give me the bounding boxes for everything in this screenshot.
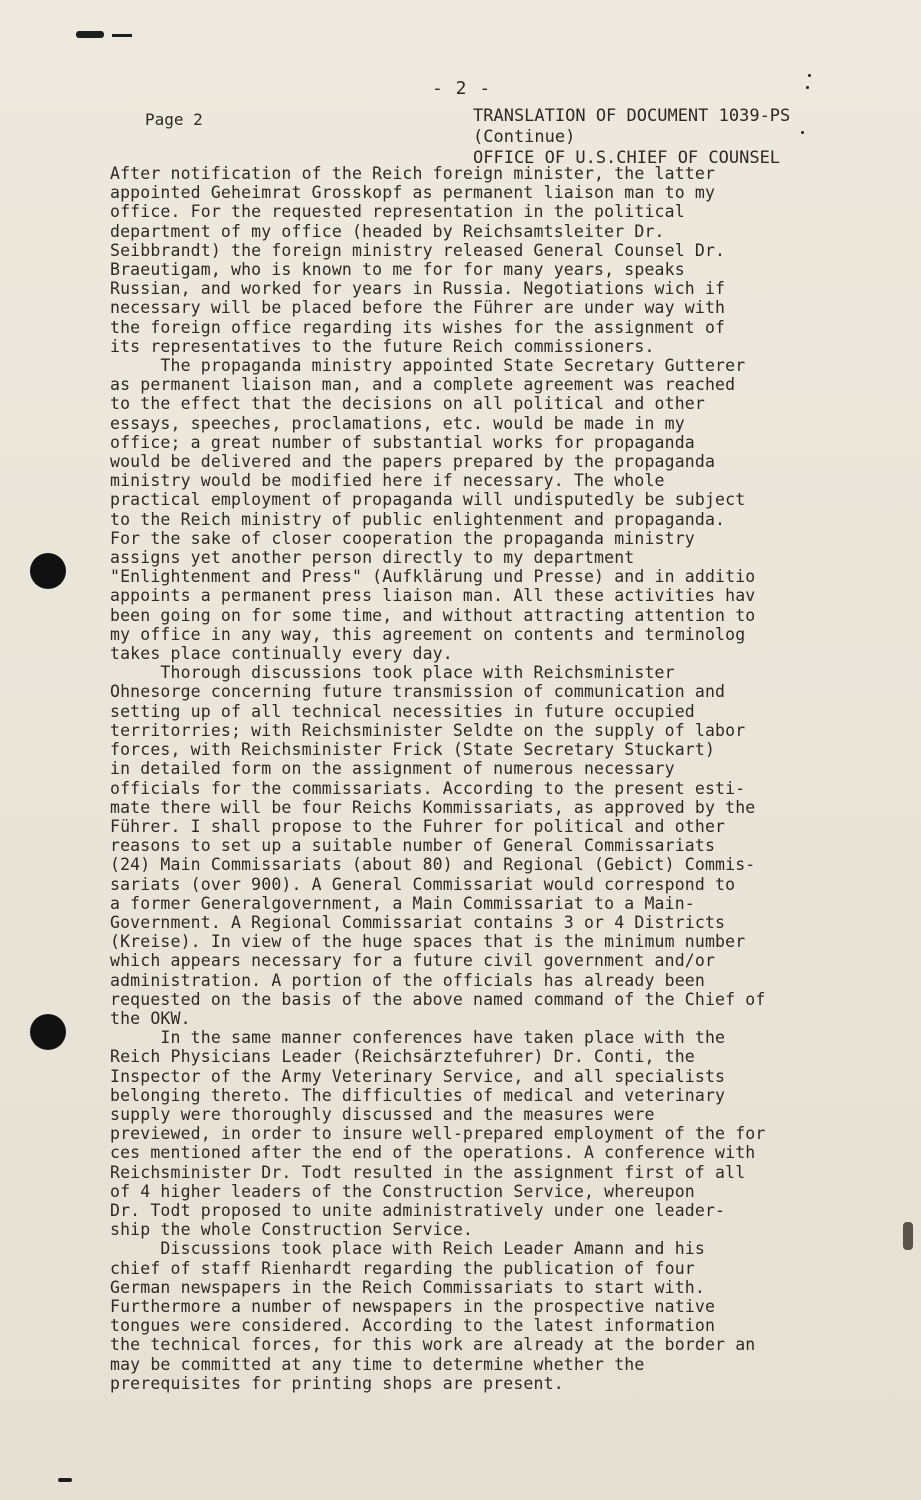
body-line: previewed, in order to insure well-prepared employment of the for (110, 1124, 766, 1144)
body-line: office. For the requested representation in the political (110, 202, 685, 222)
body-line: (24) Main Commissariats (about 80) and Regional (Gebict) Commis- (110, 855, 756, 875)
body-line: appoints a permanent press liaison man. All these activities hav (110, 586, 756, 606)
scan-mark-bottom-left (58, 1478, 72, 1482)
body-line: its representatives to the future Reich commissioners. (110, 336, 655, 356)
heading-line: (Continue) (473, 127, 576, 147)
body-line: which appears necessary for a future civil government and/or (110, 951, 716, 971)
body-line: belonging thereto. The difficulties of medical and veterinary (110, 1085, 726, 1105)
body-line: ship the whole Construction Service. (110, 1220, 474, 1240)
body-line: the OKW. (110, 1008, 191, 1028)
translation-heading (473, 106, 790, 169)
body-line: would be delivered and the papers prepared by the propaganda (110, 452, 716, 472)
dot-top-right-3 (801, 131, 804, 134)
document-body (110, 164, 870, 1393)
body-line: territorries; with Reichsminister Seldte on the supply of labor (110, 720, 746, 740)
scan-mark-top-left (76, 31, 104, 38)
body-line: practical employment of propaganda will undisputedly be subject (110, 490, 746, 510)
body-line: supply were thoroughly discussed and the measures were (110, 1104, 655, 1124)
body-line: Seibbrandt) the foreign ministry released General Counsel Dr. (110, 240, 726, 260)
body-line: After notification of the Reich foreign minister, the latter (110, 164, 716, 183)
dot-top-right-1 (808, 74, 811, 77)
body-line: Führer. I shall propose to the Fuhrer for political and other (110, 816, 726, 836)
punch-hole-left-upper (30, 553, 66, 589)
body-line: assigns yet another person directly to my department (110, 548, 635, 568)
body-line: the technical forces, for this work are already at the border an (110, 1335, 756, 1355)
body-line: Government. A Regional Commissariat contains 3 or 4 Districts (110, 912, 726, 932)
body-line: to the Reich ministry of public enlightenment and propaganda. (110, 509, 726, 529)
body-line: a former Generalgovernment, a Main Commissariat to a Main- (110, 893, 695, 913)
body-line: Russian, and worked for years in Russia. Negotiations wich if (110, 279, 726, 299)
body-line: prerequisites for printing shops are present. (110, 1373, 564, 1393)
body-line: been going on for some time, and without attracting attention to (110, 605, 756, 625)
body-line: appointed Geheimrat Grosskopf as permanent liaison man to my (110, 183, 716, 203)
body-line: necessary will be placed before the Führer are under way with (110, 298, 726, 318)
scan-mark-right-edge (903, 1222, 913, 1250)
body-line: chief of staff Rienhardt regarding the publication of four (110, 1258, 695, 1278)
body-line: ministry would be modified here if necessary. The whole (110, 471, 665, 491)
body-line: German newspapers in the Reich Commissariats to start with. (110, 1277, 705, 1297)
body-line: reasons to set up a suitable number of General Commissariats (110, 836, 716, 856)
body-line: Thorough discussions took place with Reichsminister (110, 663, 675, 683)
body-line: of 4 higher leaders of the Construction Service, whereupon (110, 1181, 695, 1201)
body-line: Ohnesorge concerning future transmission of communication and (110, 682, 726, 702)
body-line: administration. A portion of the officials has already been (110, 970, 705, 990)
body-line: office; a great number of substantial works for propaganda (110, 432, 695, 452)
body-line: For the sake of closer cooperation the propaganda ministry (110, 528, 695, 548)
body-line: requested on the basis of the above named command of the Chief of (110, 989, 766, 1009)
body-line: may be committed at any time to determine whether the (110, 1354, 645, 1374)
scan-mark-top-left-dash (112, 34, 132, 37)
dot-top-right-2 (806, 86, 809, 89)
body-line: (Kreise). In view of the huge spaces that is the minimum number (110, 932, 746, 952)
body-line: sariats (over 900). A General Commissariat would correspond to (110, 874, 736, 894)
body-line: the foreign office regarding its wishes for the assignment of (110, 317, 726, 337)
page-number: - 2 - (432, 78, 492, 99)
body-line: ces mentioned after the end of the operations. A conference with (110, 1143, 756, 1163)
body-line: to the effect that the decisions on all political and other (110, 394, 705, 414)
body-line: in detailed form on the assignment of numerous necessary (110, 759, 675, 779)
body-line: Reichsminister Dr. Todt resulted in the assignment first of all (110, 1162, 746, 1182)
punch-hole-left-lower (30, 1014, 66, 1050)
body-line: takes place continually every day. (110, 644, 453, 664)
body-line: Braeutigam, who is known to me for for many years, speaks (110, 260, 685, 280)
body-line: Inspector of the Army Veterinary Service, and all specialists (110, 1066, 726, 1086)
body-line: officials for the commissariats. According to the present esti- (110, 778, 746, 798)
body-line: setting up of all technical necessities in future occupied (110, 701, 695, 721)
heading-line: TRANSLATION OF DOCUMENT 1039-PS (473, 106, 791, 126)
body-line: department of my office (headed by Reichsamtsleiter Dr. (110, 221, 665, 241)
body-line: Dr. Todt proposed to unite administratively under one leader- (110, 1200, 726, 1220)
page-label: Page 2 (145, 110, 203, 129)
body-line: Reich Physicians Leader (Reichsärztefuhrer) Dr. Conti, the (110, 1047, 695, 1067)
body-line: The propaganda ministry appointed State Secretary Gutterer (110, 356, 746, 376)
body-line: Discussions took place with Reich Leader Amann and his (110, 1239, 705, 1259)
body-line: my office in any way, this agreement on contents and terminolog (110, 624, 746, 644)
body-line: forces, with Reichsminister Frick (State Secretary Stuckart) (110, 740, 716, 760)
body-line: tongues were considered. According to the latest information (110, 1316, 716, 1336)
heading-line: OFFICE OF U.S.CHIEF OF COUNSEL (473, 148, 781, 168)
body-line: In the same manner conferences have taken place with the (110, 1028, 726, 1048)
body-line: "Enlightenment and Press" (Aufklärung und Presse) and in additio (110, 567, 756, 587)
body-line: essays, speeches, proclamations, etc. would be made in my (110, 413, 685, 433)
body-line: Furthermore a number of newspapers in the prospective native (110, 1296, 716, 1316)
body-line: mate there will be four Reichs Kommissariats, as approved by the (110, 797, 756, 817)
body-line: as permanent liaison man, and a complete agreement was reached (110, 375, 736, 395)
